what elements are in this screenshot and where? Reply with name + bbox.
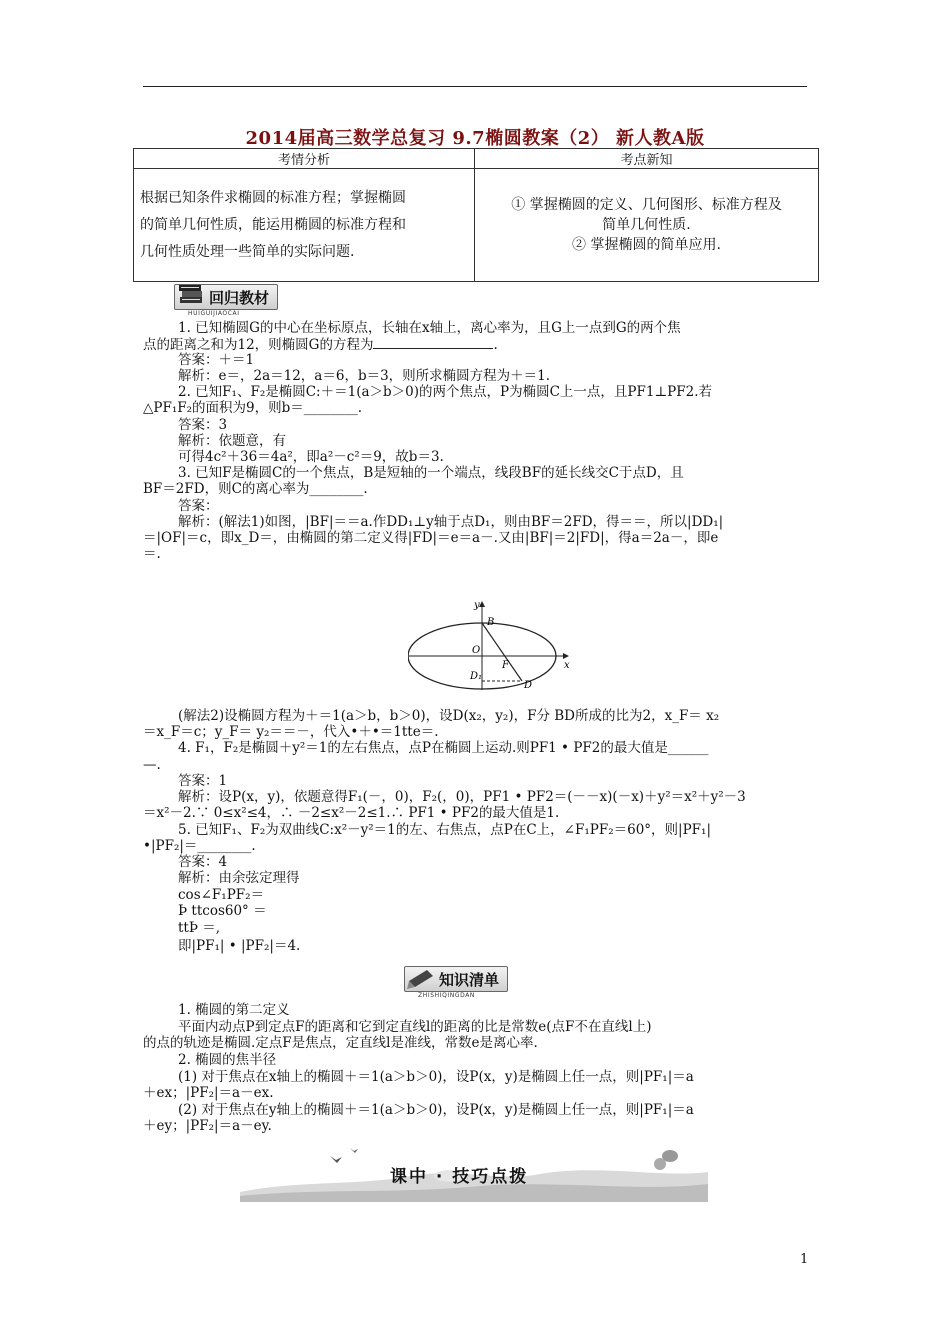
table-header-analysis: 考情分析 xyxy=(134,149,475,169)
banner-bar xyxy=(404,966,508,992)
text-line: Þ ttcos60° ＝ xyxy=(178,903,267,919)
text-line: 5. 已知F₁、F₂为双曲线C:x²－y²＝1的左、右焦点，点P在C上，∠F₁PF₂＝60°，则|PF₁| xyxy=(178,822,712,838)
text-line: 答案：4 xyxy=(178,854,228,870)
analysis-line: 根据已知条件求椭圆的标准方程；掌握椭圆 xyxy=(140,189,406,206)
text-line: 解析：(解法1)如图，|BF|＝＝a.作DD₁⊥y轴于点D₁，则由BF＝2FD，得＝＝，所以|DD₁| xyxy=(178,514,724,530)
analysis-table xyxy=(133,148,819,282)
knowledge-line: ① 掌握椭圆的定义、几何图形、标准方程及 xyxy=(511,197,782,213)
ellipse-diagram xyxy=(408,596,580,692)
text-line: 解析：依题意，有 xyxy=(178,433,286,449)
answer-blank xyxy=(373,336,493,349)
text-line: ＝. xyxy=(143,546,161,562)
text-line: 的点的轨迹是椭圆.定点F是焦点，定直线l是准线，常数e是离心率. xyxy=(143,1035,538,1051)
text-line: •|PF₂|＝________. xyxy=(143,838,256,854)
analysis-line: 的简单几何性质，能运用椭圆的标准方程和 xyxy=(140,216,406,233)
section-banner-review xyxy=(174,284,278,317)
text-line: 答案：＋＝1 xyxy=(178,352,255,368)
banner-pinyin: HUIGUIJIAOCAI xyxy=(188,310,240,317)
label-d1: D₁ xyxy=(470,671,483,682)
banner-bar xyxy=(174,284,278,310)
text-line: ＋ex；|PF₂|＝a－ex. xyxy=(143,1085,274,1101)
label-y: y xyxy=(474,600,480,611)
text-line: 答案： xyxy=(178,498,219,514)
section-banner-skills xyxy=(240,1146,708,1202)
knowledge-cell xyxy=(475,169,819,282)
text-span: 点的距离之和为12，则椭圆G的方程为 xyxy=(143,337,374,353)
text-line: 解析：e＝，2a＝12，a＝6，b＝3，则所求椭圆方程为＋＝1. xyxy=(178,368,551,384)
text-line: 可得4c²＋36＝4a²，即a²－c²＝9，故b＝3. xyxy=(178,449,444,465)
text-line: ttÞ ＝, xyxy=(178,920,221,936)
banner-label: 回归教材 xyxy=(209,288,270,307)
text-line: (1) 对于焦点在x轴上的椭圆＋＝1(a＞b＞0)，设P(x，y)是椭圆上任一点，则|PF₁|＝a xyxy=(178,1069,694,1085)
books-icon xyxy=(177,281,207,307)
text-line: ＋ey；|PF₂|＝a－ey. xyxy=(143,1118,272,1134)
section-banner-knowledge xyxy=(404,966,508,999)
text-line: 答案：3 xyxy=(178,417,228,433)
text-line: ＝x²－2.∵ 0≤x²≤4，∴ －2≤x²－2≤1.∴ PF1 • PF2的最大值是1. xyxy=(143,805,560,821)
text-line: 即|PF₁| • |PF₂|＝4. xyxy=(178,938,301,954)
text-line: 解析：由余弦定理得 xyxy=(178,870,300,886)
text-line: (2) 对于焦点在y轴上的椭圆＋＝1(a＞b＞0)，设P(x，y)是椭圆上任一点，则|PF₁|＝a xyxy=(178,1102,694,1118)
text-span: . xyxy=(493,337,498,353)
text-line: BF＝2FD，则C的离心率为________. xyxy=(143,481,368,497)
text-line: 1. 椭圆的第二定义 xyxy=(178,1002,290,1018)
text-line: △PF₁F₂的面积为9，则b＝________. xyxy=(143,400,363,416)
text-line: ＝|OF|＝c，即x_D＝，由椭圆的第二定义得|FD|＝e＝a－.又由|BF|＝2|FD|，得a＝2a－，即e xyxy=(143,530,719,546)
text-line: —. xyxy=(143,757,161,773)
text-line: 2. 已知F₁、F₂是椭圆C:＋＝1(a＞b＞0)的两个焦点，P为椭圆C上一点，且PF1⊥PF2.若 xyxy=(178,384,712,400)
knowledge-line: 简单几何性质. xyxy=(602,217,691,233)
text-line xyxy=(143,336,498,353)
label-f: F xyxy=(502,660,509,671)
text-line: 答案：1 xyxy=(178,773,228,789)
text-line: 4. F₁，F₂是椭圆＋y²＝1的左右焦点，点P在椭圆上运动.则PF1 • PF2的最大值是______ xyxy=(178,740,709,756)
banner-pinyin: ZHISHIQINGDAN xyxy=(418,992,476,999)
analysis-cell xyxy=(134,169,475,282)
document-title: 2014届高三数学总复习 9.7椭圆教案（2） 新人教A版 xyxy=(245,128,705,149)
text-line: 2. 椭圆的焦半径 xyxy=(178,1052,277,1068)
text-line: 1. 已知椭圆G的中心在坐标原点，长轴在x轴上，离心率为，且G上一点到G的两个焦 xyxy=(178,320,681,336)
text-line: cos∠F₁PF₂＝ xyxy=(178,887,265,903)
text-line: 平面内动点P到定点F的距离和它到定直线l的距离的比是常数e(点F不在直线l上) xyxy=(178,1019,652,1035)
page-number: 1 xyxy=(800,1252,809,1267)
text-line: 3. 已知F是椭圆C的一个焦点，B是短轴的一个端点，线段BF的延长线交C于点D，且 xyxy=(178,465,684,481)
label-x: x xyxy=(564,660,570,671)
text-line: ＝x_F＝c；y_F＝ y₂＝＝－，代入•＋•＝1tte＝. xyxy=(143,724,439,740)
text-line: 解析：设P(x，y)，依题意得F₁(－，0)，F₂(，0)，PF1 • PF2＝(－－x)(－x)＋y²＝x²＋y²－3 xyxy=(178,789,746,805)
analysis-line: 几何性质处理一些简单的实际问题. xyxy=(140,243,355,260)
label-b: B xyxy=(487,617,495,628)
segment-bd xyxy=(482,623,522,681)
table-header-knowledge: 考点新知 xyxy=(475,149,819,169)
pencil-icon xyxy=(407,967,437,989)
text-line: (解法2)设椭圆方程为＋＝1(a＞b，b＞0)，设D(x₂，y₂)，F分 BD所成的比为2，x_F＝ x₂ xyxy=(178,708,720,724)
banner-label: 知识清单 xyxy=(439,970,500,989)
skills-banner-label: 课中 · 技巧点拨 xyxy=(390,1167,529,1187)
knowledge-line: ② 掌握椭圆的简单应用. xyxy=(572,237,721,253)
label-o: O xyxy=(472,645,481,656)
label-d: D xyxy=(524,680,533,691)
top-rule xyxy=(143,86,807,87)
